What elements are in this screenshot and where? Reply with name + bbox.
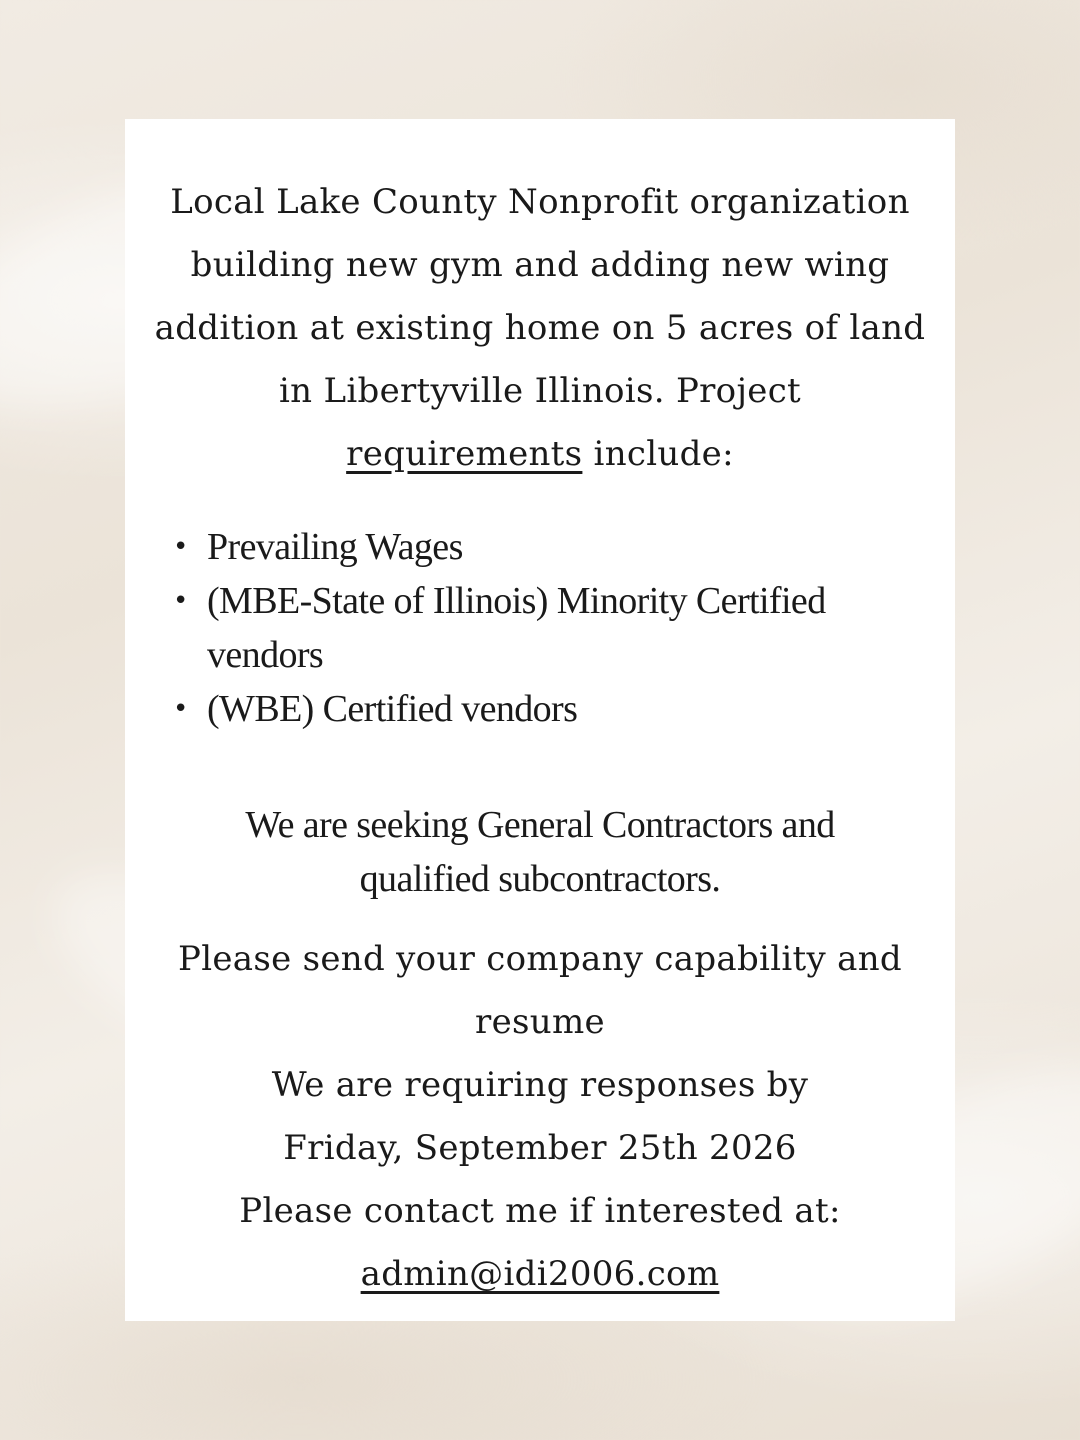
- intro-text-end: include:: [593, 434, 734, 474]
- deadline-line: We are requiring responses by Friday, September 25th 2026: [271, 1065, 809, 1168]
- notice-card: [125, 119, 955, 1321]
- requirements-list: [125, 520, 955, 736]
- email-link[interactable]: admin@idi2006.com: [360, 1254, 720, 1294]
- seeking-paragraph: We are seeking General Contractors and qualified subcontractors.: [245, 804, 835, 900]
- list-item: • Prevailing Wages: [207, 520, 955, 574]
- contact-line: Please contact me if interested at:: [239, 1191, 841, 1231]
- intro-text: Local Lake County Nonprofit organization building new gym and adding new wing addition at existing home on 5 acres of land in Libertyville Illinois. Project: [154, 182, 926, 411]
- send-line: Please send your company capability and resume: [178, 939, 902, 1042]
- requirements-link[interactable]: requirements: [346, 434, 583, 474]
- list-item: • (WBE) Certified vendors: [207, 682, 955, 736]
- intro-paragraph: [140, 171, 940, 486]
- closing-section: [140, 928, 940, 1306]
- list-item: • (MBE-State of Illinois) Minority Certified vendors: [207, 574, 955, 682]
